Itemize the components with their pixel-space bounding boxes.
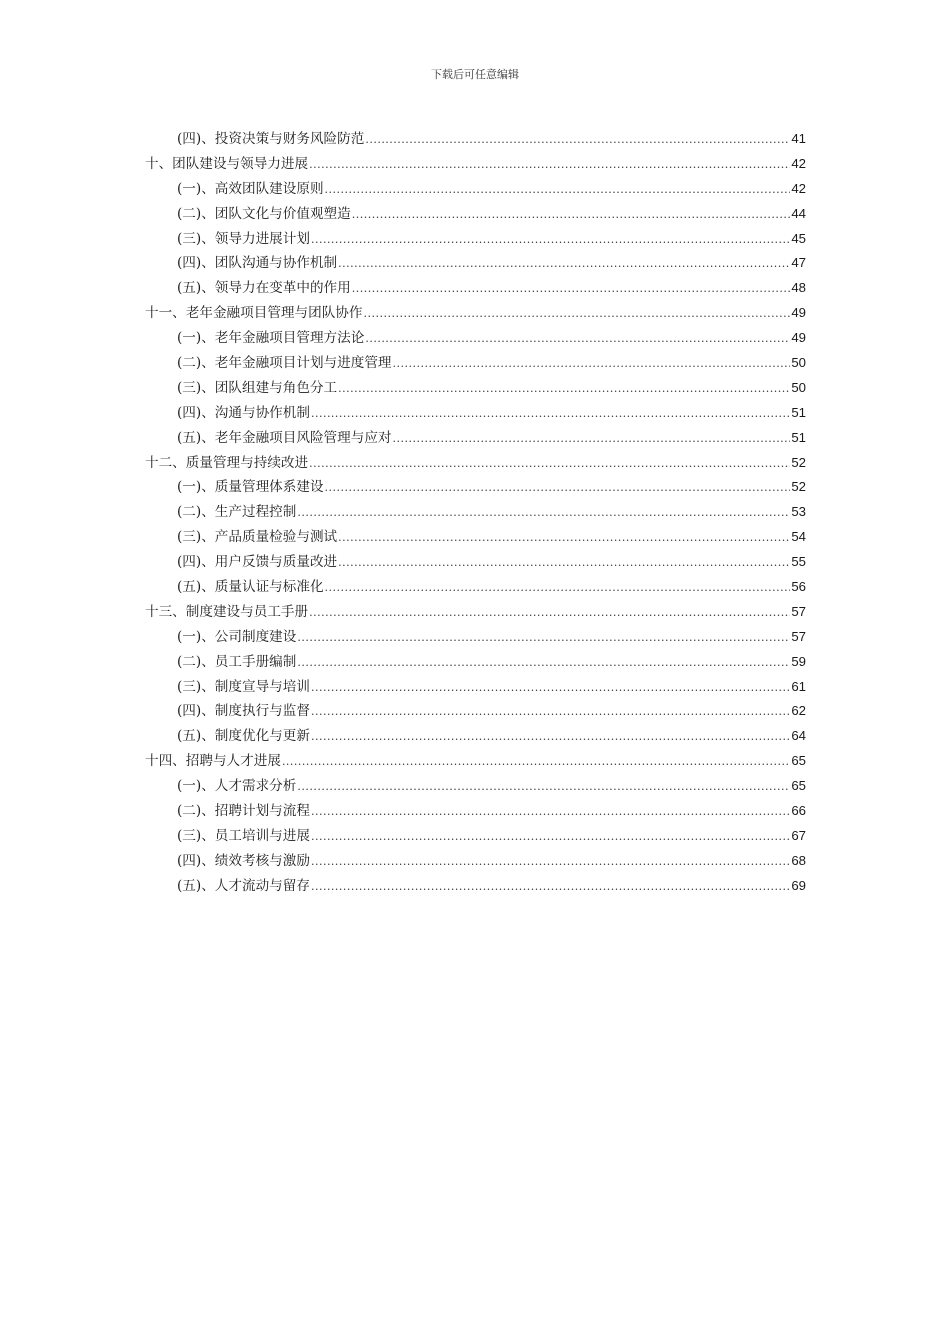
- toc-dot-leader: [325, 183, 791, 196]
- toc-entry-title: (一)、人才需求分析: [177, 778, 297, 795]
- toc-section-entry[interactable]: [145, 475, 806, 500]
- toc-page-number: 55: [791, 554, 806, 570]
- toc-section-entry[interactable]: [145, 550, 806, 575]
- toc-page-number: 51: [791, 429, 806, 445]
- toc-entry-title: (四)、制度执行与监督: [177, 703, 310, 720]
- toc-entry-title: (五)、老年金融项目风险管理与应对: [177, 429, 392, 446]
- toc-entry-title: 十三、制度建设与员工手册: [145, 603, 309, 620]
- toc-dot-leader: [311, 855, 790, 868]
- toc-entry-title: (一)、公司制度建设: [177, 628, 297, 645]
- toc-entry-title: (四)、绩效考核与激励: [177, 852, 310, 869]
- toc-section-entry[interactable]: [145, 376, 806, 401]
- toc-chapter-entry[interactable]: [145, 451, 806, 476]
- toc-section-entry[interactable]: [145, 500, 806, 525]
- toc-dot-leader: [297, 631, 790, 644]
- toc-dot-leader: [311, 233, 790, 246]
- toc-dot-leader: [282, 755, 790, 768]
- toc-page-number: 49: [791, 305, 806, 321]
- toc-entry-title: (三)、领导力进展计划: [177, 230, 310, 247]
- toc-dot-leader: [352, 208, 791, 221]
- toc-entry-title: 十一、老年金融项目管理与团队协作: [145, 305, 363, 322]
- toc-entry-title: (五)、制度优化与更新: [177, 728, 310, 745]
- toc-page-number: 61: [791, 678, 806, 694]
- toc-page-number: 49: [791, 330, 806, 346]
- toc-page-number: 48: [791, 280, 806, 296]
- toc-page-number: 52: [791, 454, 806, 470]
- toc-entry-title: (二)、招聘计划与流程: [177, 803, 310, 820]
- toc-page-number: 62: [791, 703, 806, 719]
- toc-entry-title: (三)、制度宣导与培训: [177, 678, 310, 695]
- toc-dot-leader: [352, 282, 791, 295]
- toc-section-entry[interactable]: [145, 426, 806, 451]
- toc-entry-title: (五)、质量认证与标准化: [177, 579, 324, 596]
- toc-dot-leader: [325, 481, 791, 494]
- toc-entry-title: (二)、团队文化与价值观塑造: [177, 205, 351, 222]
- toc-entry-title: (二)、老年金融项目计划与进度管理: [177, 355, 392, 372]
- toc-chapter-entry[interactable]: [145, 152, 806, 177]
- toc-dot-leader: [311, 830, 790, 843]
- toc-section-entry[interactable]: [145, 625, 806, 650]
- toc-section-entry[interactable]: [145, 326, 806, 351]
- toc-entry-title: (四)、团队沟通与协作机制: [177, 255, 338, 272]
- toc-page-number: 57: [791, 628, 806, 644]
- toc-chapter-entry[interactable]: [145, 301, 806, 326]
- toc-page-number: 47: [791, 255, 806, 271]
- toc-page-number: 51: [791, 404, 806, 420]
- toc-dot-leader: [311, 880, 790, 893]
- toc-page-number: 53: [791, 504, 806, 520]
- toc-dot-leader: [325, 581, 791, 594]
- toc-dot-leader: [297, 780, 790, 793]
- toc-section-entry[interactable]: [145, 675, 806, 700]
- toc-page-number: 54: [791, 529, 806, 545]
- toc-section-entry[interactable]: [145, 351, 806, 376]
- toc-section-entry[interactable]: [145, 874, 806, 899]
- toc-page-number: 66: [791, 803, 806, 819]
- toc-section-entry[interactable]: [145, 799, 806, 824]
- toc-page-number: 57: [791, 603, 806, 619]
- toc-dot-leader: [311, 730, 790, 743]
- toc-entry-title: (四)、投资决策与财务风险防范: [177, 131, 365, 147]
- toc-section-entry[interactable]: [145, 575, 806, 600]
- toc-page-number: 41: [791, 131, 806, 146]
- toc-section-entry[interactable]: [145, 227, 806, 252]
- toc-section-entry[interactable]: [145, 849, 806, 874]
- toc-entry-title: 十四、招聘与人才进展: [145, 753, 281, 770]
- toc-dot-leader: [309, 606, 790, 619]
- toc-section-entry[interactable]: [145, 127, 806, 152]
- toc-section-entry[interactable]: [145, 276, 806, 301]
- page-header: 下载后可任意编辑: [431, 68, 519, 81]
- toc-dot-leader: [338, 382, 790, 395]
- toc-dot-leader: [365, 133, 790, 146]
- toc-chapter-entry[interactable]: [145, 749, 806, 774]
- toc-section-entry[interactable]: [145, 699, 806, 724]
- toc-section-entry[interactable]: [145, 202, 806, 227]
- toc-section-entry[interactable]: [145, 774, 806, 799]
- toc-dot-leader: [365, 332, 790, 345]
- toc-section-entry[interactable]: [145, 177, 806, 202]
- toc-dot-leader: [338, 556, 790, 569]
- toc-entry-title: (五)、领导力在变革中的作用: [177, 280, 351, 297]
- toc-page-number: 45: [791, 230, 806, 246]
- toc-dot-leader: [297, 656, 790, 669]
- toc-section-entry[interactable]: [145, 401, 806, 426]
- toc-page-number: 64: [791, 728, 806, 744]
- toc-dot-leader: [364, 307, 791, 320]
- toc-entry-title: (二)、生产过程控制: [177, 504, 297, 521]
- toc-entry-title: (三)、团队组建与角色分工: [177, 379, 338, 396]
- toc-page-number: 44: [791, 205, 806, 221]
- toc-dot-leader: [309, 457, 790, 470]
- toc-section-entry[interactable]: [145, 650, 806, 675]
- toc-entry-title: (二)、员工手册编制: [177, 653, 297, 670]
- toc-chapter-entry[interactable]: [145, 600, 806, 625]
- toc-entry-title: (五)、人才流动与留存: [177, 877, 310, 894]
- toc-page-number: 68: [791, 852, 806, 868]
- toc-page-number: 65: [791, 753, 806, 769]
- toc-dot-leader: [311, 805, 790, 818]
- toc-page-number: 65: [791, 778, 806, 794]
- toc-section-entry[interactable]: [145, 724, 806, 749]
- toc-section-entry[interactable]: [145, 824, 806, 849]
- toc-page-number: 42: [791, 155, 806, 171]
- toc-dot-leader: [311, 681, 790, 694]
- toc-dot-leader: [338, 257, 790, 270]
- toc-dot-leader: [311, 705, 790, 718]
- toc-entry-title: (一)、老年金融项目管理方法论: [177, 330, 365, 347]
- toc-page-number: 52: [791, 479, 806, 495]
- toc-entry-title: 十、团队建设与领导力进展: [145, 155, 309, 172]
- toc-dot-leader: [297, 506, 790, 519]
- toc-page-number: 56: [791, 579, 806, 595]
- toc-entry-title: (四)、沟通与协作机制: [177, 404, 310, 421]
- toc-entry-title: 十二、质量管理与持续改进: [145, 454, 309, 471]
- table-of-contents: [145, 127, 806, 899]
- toc-entry-title: (三)、员工培训与进展: [177, 827, 310, 844]
- toc-section-entry[interactable]: [145, 525, 806, 550]
- toc-dot-leader: [393, 432, 791, 445]
- toc-dot-leader: [311, 407, 790, 420]
- toc-dot-leader: [393, 357, 791, 370]
- toc-entry-title: (三)、产品质量检验与测试: [177, 529, 338, 546]
- toc-section-entry[interactable]: [145, 251, 806, 276]
- toc-entry-title: (一)、质量管理体系建设: [177, 479, 324, 496]
- toc-page-number: 42: [791, 180, 806, 196]
- toc-dot-leader: [309, 158, 790, 171]
- toc-entry-title: (一)、高效团队建设原则: [177, 180, 324, 197]
- toc-page-number: 67: [791, 827, 806, 843]
- toc-dot-leader: [338, 531, 790, 544]
- toc-page-number: 69: [791, 877, 806, 893]
- toc-page-number: 59: [791, 653, 806, 669]
- toc-page-number: 50: [791, 355, 806, 371]
- toc-entry-title: (四)、用户反馈与质量改进: [177, 554, 338, 571]
- toc-page-number: 50: [791, 379, 806, 395]
